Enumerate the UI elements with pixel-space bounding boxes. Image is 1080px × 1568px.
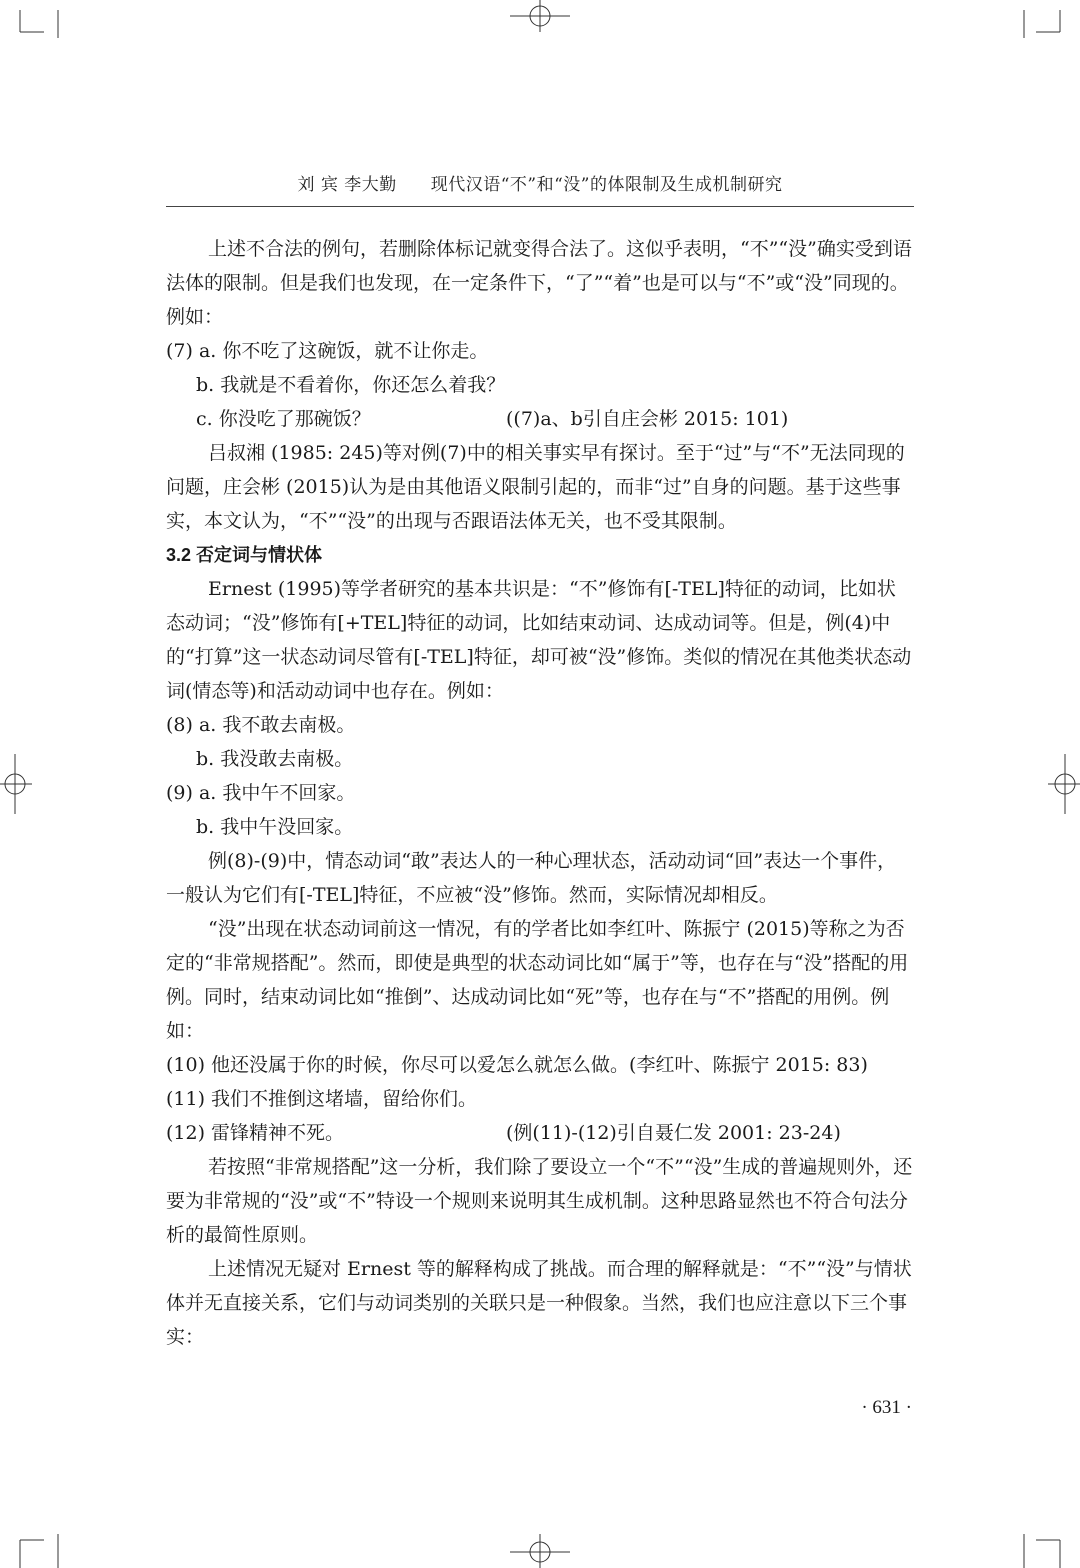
registration-mark-left xyxy=(0,754,34,814)
registration-mark-top xyxy=(510,0,570,34)
crop-mark-bottom-right xyxy=(1016,1528,1066,1568)
header-authors: 刘 宾 李大勤 xyxy=(297,175,397,195)
header-title: 现代汉语“不”和“没”的体限制及生成机制研究 xyxy=(430,175,783,195)
section-heading: 3.2 否定词与情状体 xyxy=(166,545,323,565)
paragraph-7: 上述情况无疑对 Ernest 等的解释构成了挑战。而合理的解释就是：“不”“没”与情状体并无直接关系，它们与动词类别的关联只是一种假象。当然，我们也应注意以下三个事实： xyxy=(166,1258,912,1348)
example-7a: (7) a. 你不吃了这碗饭，就不让你走。 xyxy=(166,340,489,362)
example-12-line xyxy=(166,1116,914,1150)
example-8b: b. 我没敢去南极。 xyxy=(196,748,354,770)
paragraph-6: 若按照“非常规搭配”这一分析，我们除了要设立一个“不”“没”生成的普遍规则外，还要为非常规的“没”或“不”特设一个规则来说明其生成机制。这种思路显然也不符合句法分析的最简性原则。 xyxy=(166,1156,913,1246)
paragraph-1: 上述不合法的例句，若删除体标记就变得合法了。这似乎表明，“不”“没”确实受到语法体的限制。但是我们也发现，在一定条件下，“了”“着”也是可以与“不”或“没”同现的。例如： xyxy=(166,238,912,328)
example-7b: b. 我就是不看着你，你还怎么着我？ xyxy=(196,374,506,396)
example-7c: c. 你没吃了那碗饭？ xyxy=(196,408,371,430)
example-9b: b. 我中午没回家。 xyxy=(196,816,354,838)
header-rule xyxy=(166,206,914,207)
crop-mark-top-right xyxy=(1016,10,1066,40)
page-number: · 631 · xyxy=(861,1397,912,1418)
registration-mark-right xyxy=(1046,754,1080,814)
crop-mark-bottom-left xyxy=(14,1528,64,1568)
crop-mark-top-left xyxy=(14,10,64,40)
paragraph-5: “没”出现在状态动词前这一情况，有的学者比如李红叶、陈振宁 (2015)等称之为否定的“非常规搭配”。然而，即使是典型的状态动词比如“属于”等，也存在与“没”搭配的用例。同时，结束动词比如“推倒”、达成动词比如“死”等，也存在与“不”搭配的用例。例如： xyxy=(166,918,909,1042)
paragraph-2: 吕叔湘 (1985: 245)等对例(7)中的相关事实早有探讨。至于“过”与“不”无法同现的问题，庄会彬 (2015)认为是由其他语义限制引起的，而非“过”自身的问题。基于这些事实，本文认为，“不”“没”的出现与否跟语法体无关，也不受其限制。 xyxy=(166,442,905,532)
example-9a: (9) a. 我中午不回家。 xyxy=(166,782,356,804)
page-body xyxy=(166,232,914,1354)
example-7-citation: ((7)a、b引自庄会彬 2015: 101) xyxy=(506,408,789,430)
example-7c-line xyxy=(166,402,914,436)
example-10: (10) 他还没属于你的时候，你尽可以爱怎么就怎么做。(李红叶、陈振宁 2015: 83) xyxy=(166,1054,868,1076)
example-12-citation: (例(11)-(12)引自聂仁发 2001: 23-24) xyxy=(506,1122,841,1144)
example-8a: (8) a. 我不敢去南极。 xyxy=(166,714,356,736)
running-header xyxy=(166,170,914,195)
example-11: (11) 我们不推倒这堵墙，留给你们。 xyxy=(166,1088,478,1110)
paragraph-4: 例(8)-(9)中，情态动词“敢”表达人的一种心理状态，活动动词“回”表达一个事件，一般认为它们有[-TEL]特征，不应被“没”修饰。然而，实际情况却相反。 xyxy=(166,850,897,906)
registration-mark-bottom xyxy=(510,1530,570,1568)
example-12: (12) 雷锋精神不死。 xyxy=(166,1122,345,1144)
paragraph-3: Ernest (1995)等学者研究的基本共识是：“不”修饰有[-TEL]特征的动词，比如状态动词；“没”修饰有[+TEL]特征的动词，比如结束动词、达成动词等。但是，例(4)中的“打算”这一状态动词尽管有[-TEL]特征，却可被“没”修饰。类似的情况在其他类状态动词(情态等)和活动动词中也存在。例如： xyxy=(166,578,912,702)
